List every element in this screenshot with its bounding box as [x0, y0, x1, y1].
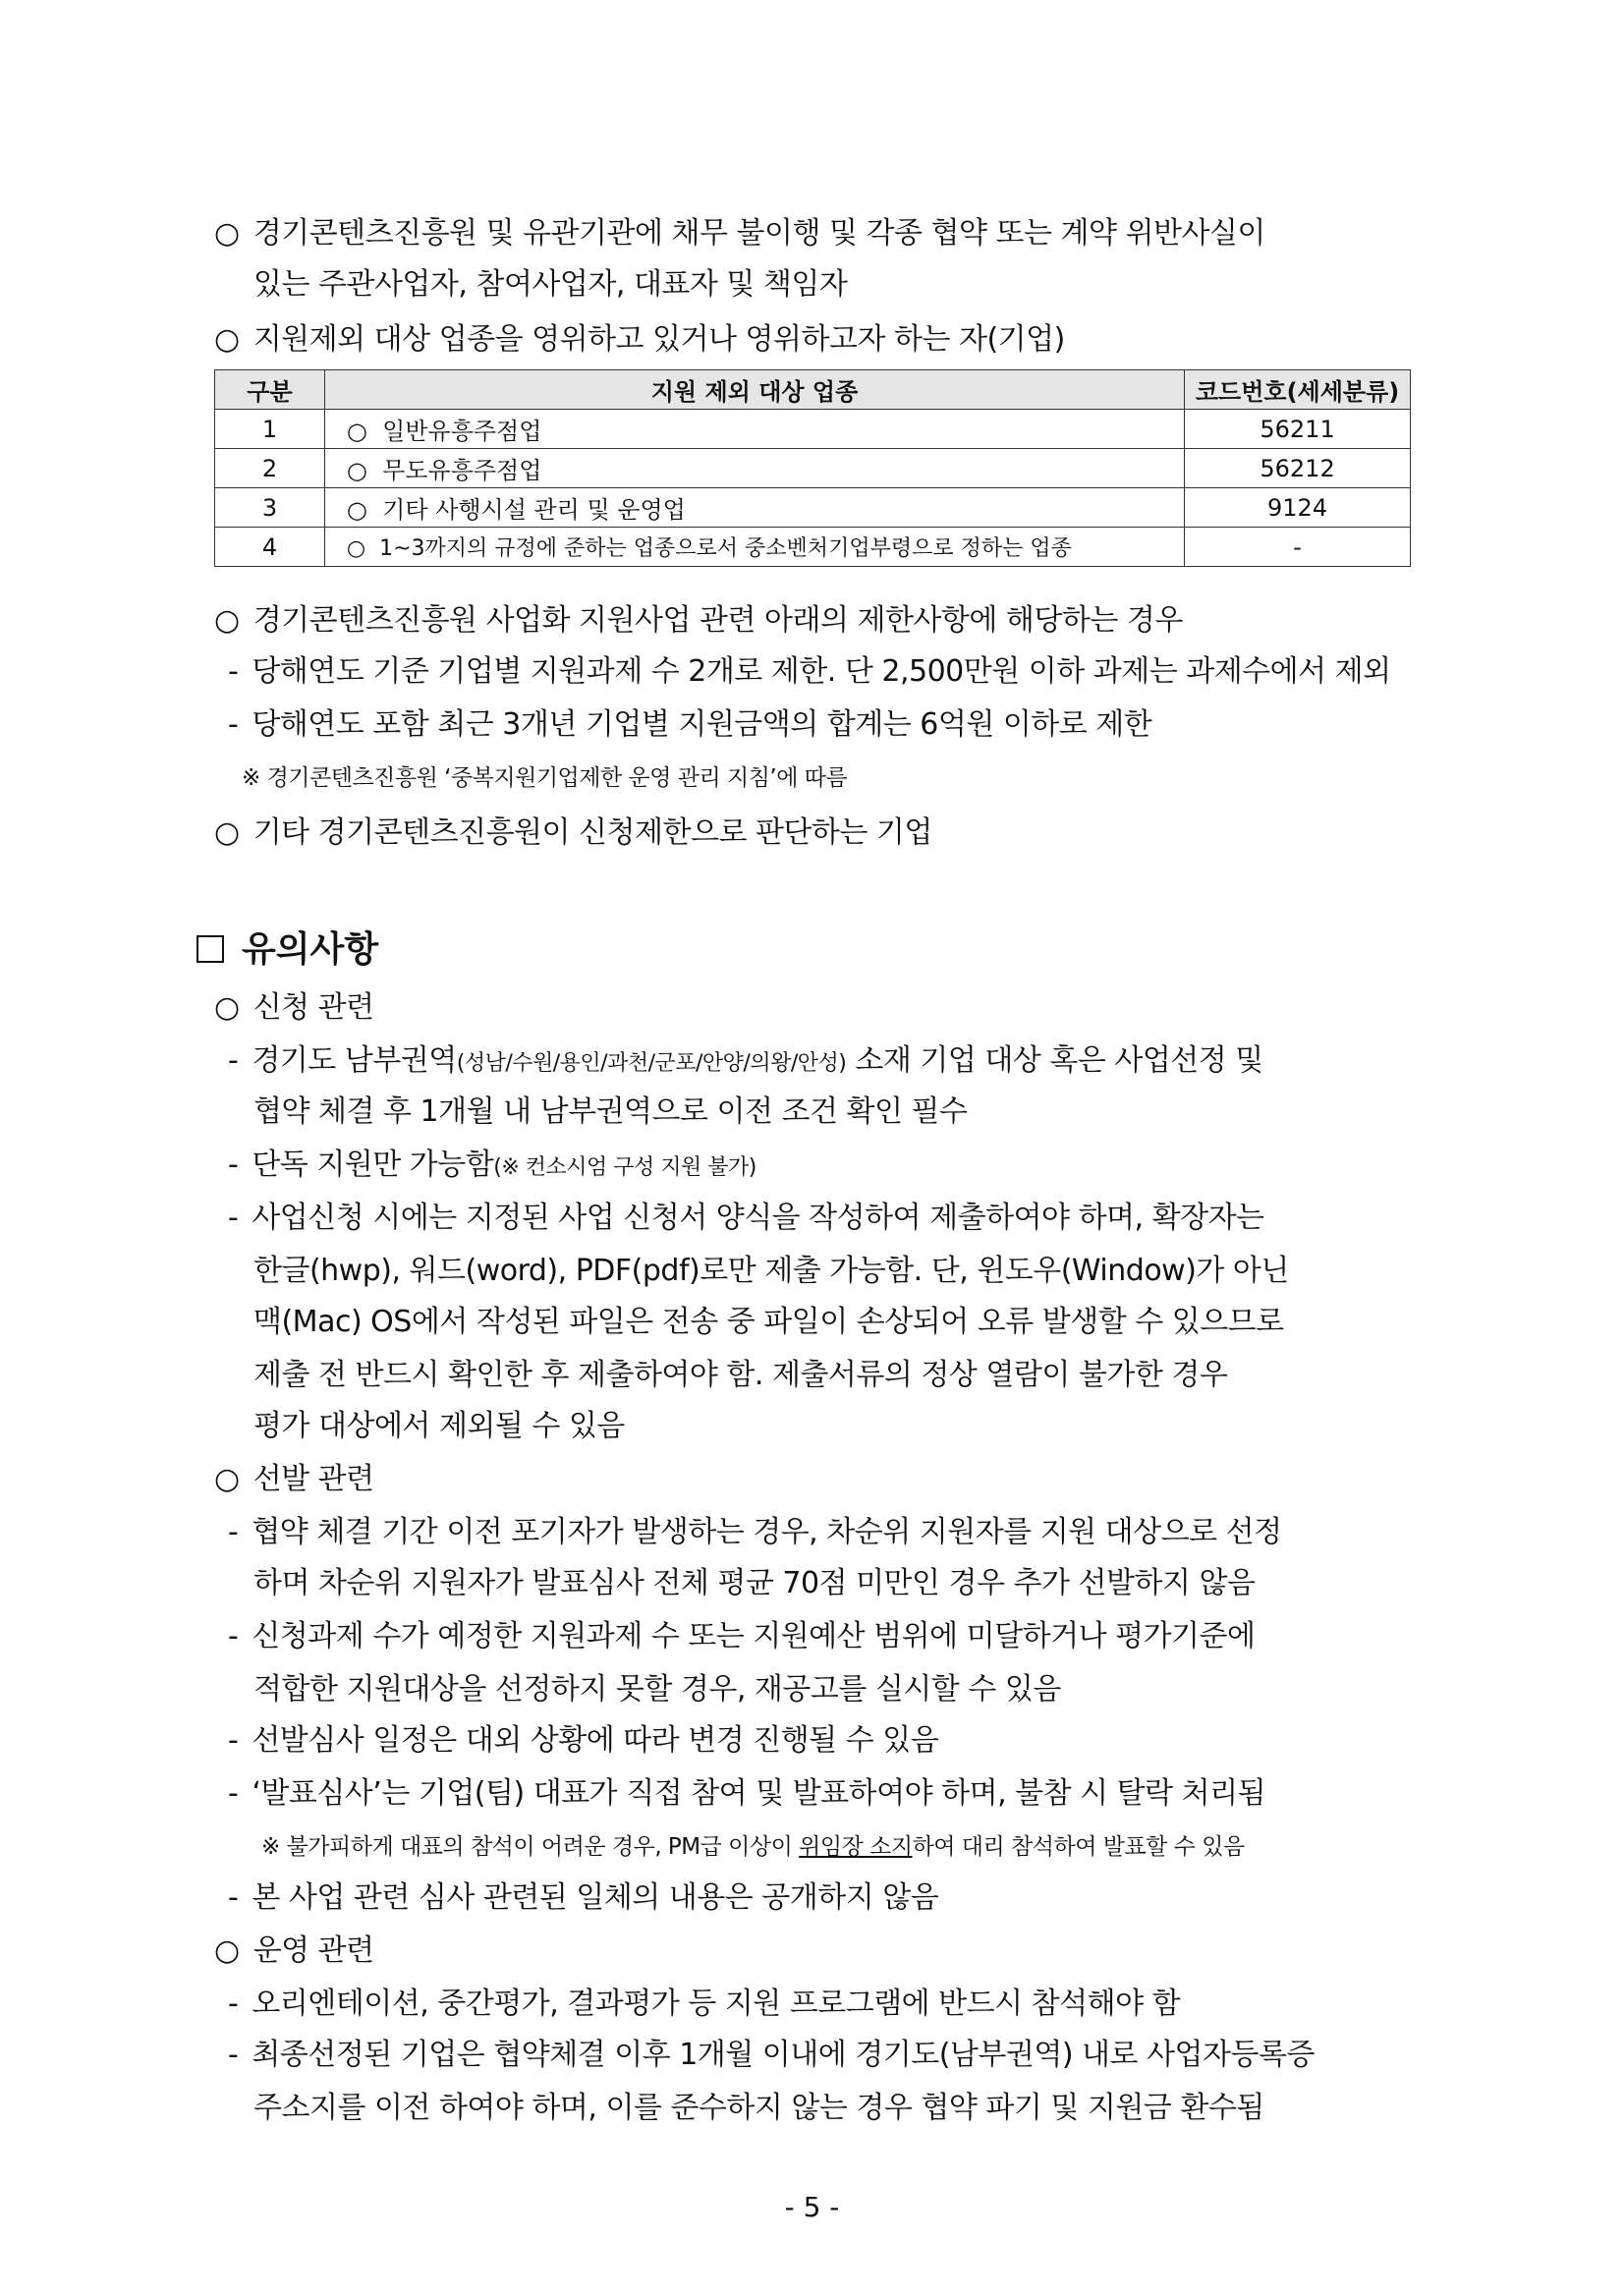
dash-item-continuation: 제출 전 반드시 확인한 후 제출하여야 함. 제출서류의 정상 열람이 불가한 경우	[253, 1358, 1228, 1392]
footnote: ※ 불가피하게 대표의 참석이 어려운 경우, PM급 이상이 위임장 소지하여 대리 참석하여 발표할 수 있음	[261, 1834, 1245, 1860]
dash-item: - 사업신청 시에는 지정된 사업 신청서 양식을 작성하여 제출하여야 하며, 확장자는	[228, 1201, 1264, 1235]
dash-item: - 경기도 남부권역(성남/수원/용인/과천/군포/안양/의왕/안성) 소재 기업 대상 혹은 사업선정 및	[228, 1043, 1263, 1078]
circle-bullet-icon: ○	[214, 815, 240, 850]
square-bullet-icon	[196, 935, 224, 963]
table-row: 3 ○ 기타 사행시설 관리 및 운영업 9124	[215, 488, 1411, 528]
table-row: 1 ○ 일반유흥주점업 56211	[215, 410, 1411, 449]
section-heading: 유의사항	[196, 922, 378, 972]
table-row: 2 ○ 무도유흥주점업 56212	[215, 449, 1411, 488]
table-row: 4 ○ 1~3까지의 규정에 준하는 업종으로서 중소벤처기업부령으로 정하는 업종 -	[215, 528, 1411, 567]
dash-item: - 선발심사 일정은 대외 상황에 따라 변경 진행될 수 있음	[228, 1723, 939, 1758]
bullet-item: ○ 경기콘텐츠진흥원 사업화 지원사업 관련 아래의 제한사항에 해당하는 경우	[214, 601, 1183, 641]
dash-item: - 오리엔테이션, 중간평가, 결과평가 등 지원 프로그램에 반드시 참석해야 함	[228, 1987, 1181, 2021]
footnote: ※ 경기콘텐츠진흥원 ‘중복지원기업제한 운영 관리 지침’에 따름	[242, 765, 848, 791]
bullet-item: ○ 운영 관련	[214, 1932, 374, 1971]
header-code: 코드번호(세세분류)	[1185, 370, 1411, 410]
bullet-item: ○ 지원제외 대상 업종을 영위하고 있거나 영위하고자 하는 자(기업)	[214, 320, 1065, 360]
dash-item: - 당해연도 포함 최근 3개년 기업별 지원금액의 합계는 6억원 이하로 제한	[228, 707, 1152, 742]
circle-bullet-icon: ○	[214, 216, 240, 251]
dash-item: - 단독 지원만 가능함(※ 컨소시엄 구성 지원 불가)	[228, 1148, 756, 1182]
bullet-item-continuation: 있는 주관사업자, 참여사업자, 대표자 및 책임자	[253, 267, 848, 302]
dash-item: - ‘발표심사’는 기업(팀) 대표가 직접 참여 및 발표하여야 하며, 불참 시 탈락 처리됨	[228, 1776, 1266, 1811]
dash-item: - 본 사업 관련 심사 관련된 일체의 내용은 공개하지 않음	[228, 1880, 939, 1915]
dash-item-continuation: 적합한 지원대상을 선정하지 못할 경우, 재공고를 실시할 수 있음	[253, 1672, 1061, 1707]
circle-bullet-icon: ○	[214, 990, 240, 1025]
page-number: - 5 -	[784, 2191, 840, 2223]
bullet-item: ○ 선발 관련	[214, 1460, 374, 1499]
dash-item-continuation: 주소지를 이전 하여야 하며, 이를 준수하지 않는 경우 협약 파기 및 지원금 환수됨	[253, 2091, 1264, 2125]
header-industry: 지원 제외 대상 업종	[324, 370, 1184, 410]
bullet-item: ○ 신청 관련	[214, 988, 374, 1028]
dash-item-continuation: 한글(hwp), 워드(word), PDF(pdf)로만 제출 가능함. 단, 윈도우(Window)가 아닌	[253, 1254, 1289, 1288]
header-category: 구분	[215, 370, 325, 410]
circle-bullet-icon: ○	[214, 1462, 240, 1496]
bullet-item: ○ 경기콘텐츠진흥원 및 유관기관에 채무 불이행 및 각종 협약 또는 계약 위반사실이	[214, 214, 1265, 253]
circle-bullet-icon: ○	[214, 1933, 240, 1968]
dash-item: - 신청과제 수가 예정한 지원과제 수 또는 지원예산 범위에 미달하거나 평가기준에	[228, 1619, 1256, 1653]
circle-bullet-icon: ○	[214, 322, 240, 357]
excluded-industries-table	[214, 369, 1411, 567]
circle-bullet-icon: ○	[214, 603, 240, 638]
table-header-row	[215, 370, 1411, 410]
dash-item-continuation: 맥(Mac) OS에서 작성된 파일은 전송 중 파일이 손상되어 오류 발생할 수 있으므로	[253, 1305, 1284, 1339]
dash-item-continuation: 협약 체결 후 1개월 내 남부권역으로 이전 조건 확인 필수	[253, 1094, 968, 1129]
dash-item: - 최종선정된 기업은 협약체결 이후 1개월 이내에 경기도(남부권역) 내로 사업자등록증	[228, 2038, 1315, 2072]
dash-item-continuation: 하며 차순위 지원자가 발표심사 전체 평균 70점 미만인 경우 추가 선발하지 않음	[253, 1566, 1256, 1600]
bullet-item: ○ 기타 경기콘텐츠진흥원이 신청제한으로 판단하는 기업	[214, 813, 932, 853]
dash-item-continuation: 평가 대상에서 제외될 수 있음	[253, 1409, 625, 1443]
dash-item: - 당해연도 기준 기업별 지원과제 수 2개로 제한. 단 2,500만원 이하 과제는 과제수에서 제외	[228, 654, 1391, 689]
dash-item: - 협약 체결 기간 이전 포기자가 발생하는 경우, 차순위 지원자를 지원 대상으로 선정	[228, 1515, 1282, 1549]
